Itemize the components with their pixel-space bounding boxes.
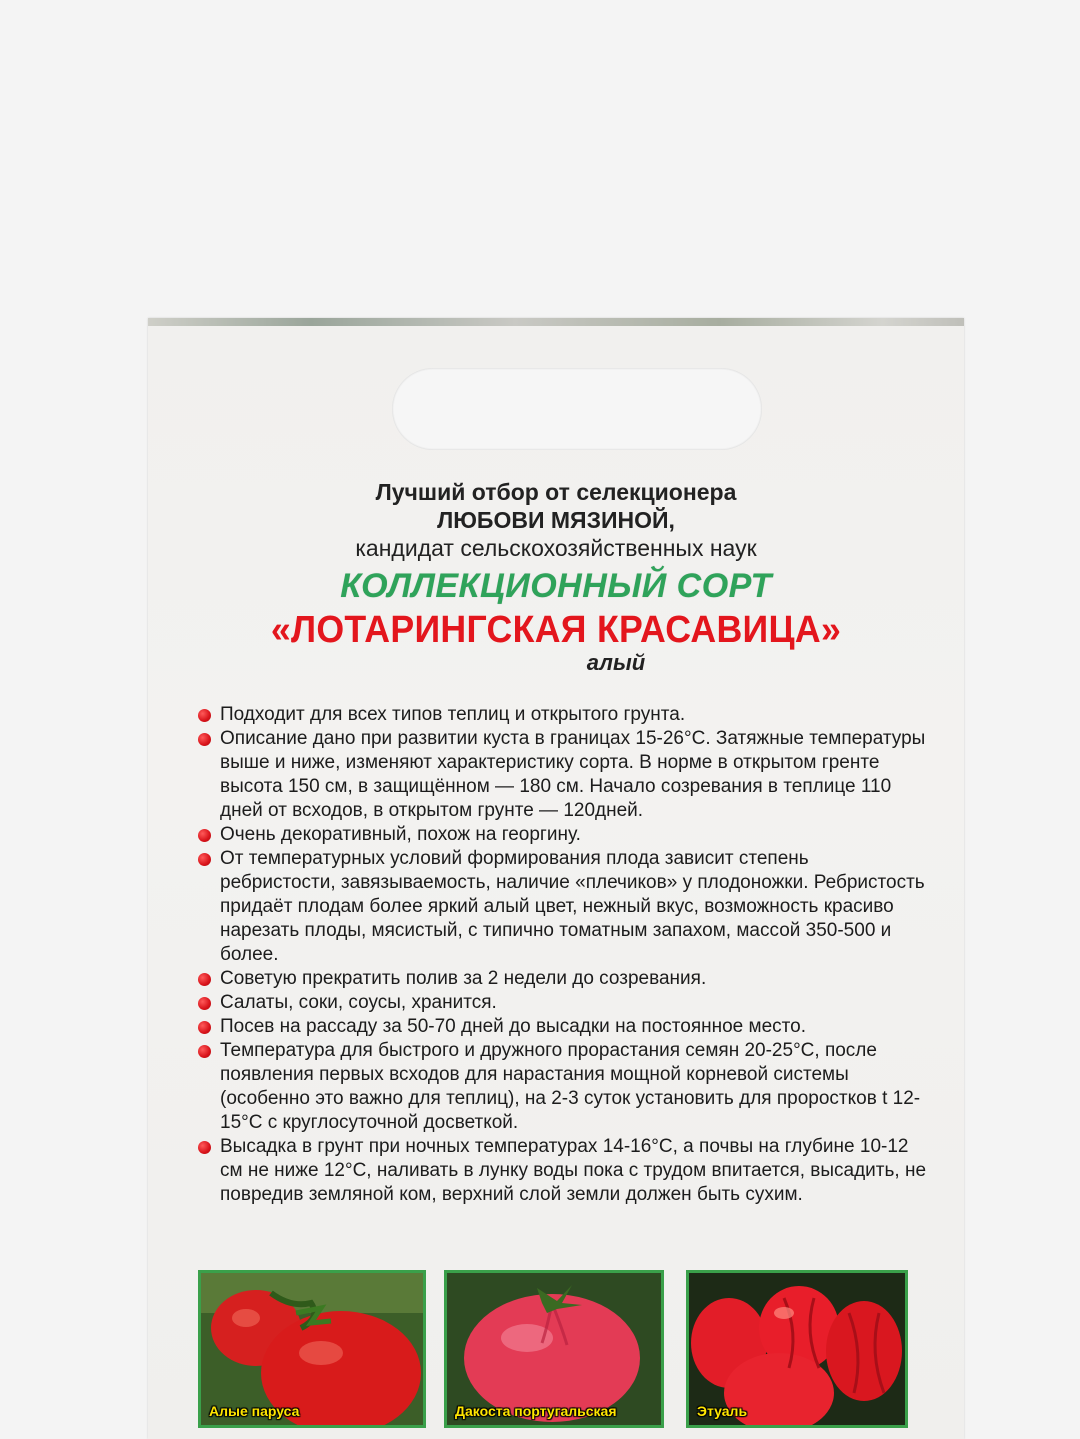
feature-text: Высадка в грунт при ночных температурах 14-16°С, а почвы на глубине 10-12 см не ниже 12°С, наливать в лунку воды пока с трудом впитается, высадить, не повредив земляной ком, верхний слой земли должен быть сухим.: [220, 1136, 927, 1205]
list-item: [196, 727, 926, 823]
variety-photos: [198, 1270, 908, 1430]
list-item: [196, 991, 926, 1015]
packet-top-strip: [148, 318, 964, 326]
feature-text: От температурных условий формирования плода зависит степень ребристости, завязываемость, наличие «плечиков» у плодоножки. Ребристость придаёт плодам более яркий алый цвет, нежный вкус, возможность красиво нарезать плоды, мясистый, с типично томатным запахом, массой 350-500 и более.: [220, 848, 925, 965]
list-item: [196, 703, 926, 727]
collection-label: КОЛЛЕКЦИОННЫЙ СОРТ: [340, 567, 772, 605]
variety-name: «ЛОТАРИНГСКАЯ КРАСАВИЦА»: [270, 609, 842, 651]
variety-color: алый: [586, 650, 646, 675]
photo-dakosta: [444, 1270, 664, 1428]
packet-header: [148, 478, 964, 674]
feature-text: Подходит для всех типов теплиц и открытого грунта.: [220, 704, 686, 725]
photo-etual: [686, 1270, 908, 1428]
photo-caption: Этуаль: [697, 1403, 748, 1419]
bullet-icon: [198, 733, 211, 746]
feature-text: Салаты, соки, соусы, хранится.: [220, 992, 497, 1013]
breeder-name: ЛЮБОВИ МЯЗИНОЙ,: [437, 507, 675, 533]
bullet-icon: [198, 1021, 211, 1034]
list-item: [196, 847, 926, 967]
breeder-degree: кандидат сельскохозяйственных наук: [355, 535, 757, 561]
feature-text: Температура для быстрого и дружного прорастания семян 20-25°С, после появления первых всходов для нарастания мощной корневой системы (особенно это важно для теплиц), на 2-3 суток установить для проростков t 12-15°С с круглосуточной досветкой.: [220, 1040, 921, 1133]
feature-list: [196, 703, 926, 1207]
photo-alye-parusa: [198, 1270, 426, 1428]
breeder-title: Лучший отбор от селекционера: [375, 479, 737, 505]
feature-text: Советую прекратить полив за 2 недели до созревания.: [220, 968, 707, 989]
seed-packet: [148, 318, 964, 1439]
list-item: [196, 1135, 926, 1207]
list-item: [196, 823, 926, 847]
bullet-icon: [198, 1045, 211, 1058]
bullet-icon: [198, 709, 211, 722]
bullet-icon: [198, 853, 211, 866]
list-item: [196, 1015, 926, 1039]
bullet-icon: [198, 829, 211, 842]
list-item: [196, 967, 926, 991]
bullet-icon: [198, 973, 211, 986]
photo-caption: Дакоста португальская: [455, 1403, 617, 1419]
bullet-icon: [198, 997, 211, 1010]
bullet-icon: [198, 1141, 211, 1154]
hang-hole: [392, 368, 762, 450]
list-item: [196, 1039, 926, 1135]
photo-caption: Алые паруса: [209, 1403, 300, 1419]
feature-text: Описание дано при развитии куста в границах 15-26°С. Затяжные температуры выше и ниже, изменяют характеристику сорта. В норме в открытом гренте высота 150 см, в защищённом — 180 см. Начало созревания в теплице 110 дней от всходов, в открытом грунте — 120дней.: [220, 728, 926, 821]
feature-text: Очень декоративный, похож на георгину.: [220, 824, 581, 845]
feature-text: Посев на рассаду за 50-70 дней до высадки на постоянное место.: [220, 1016, 806, 1037]
